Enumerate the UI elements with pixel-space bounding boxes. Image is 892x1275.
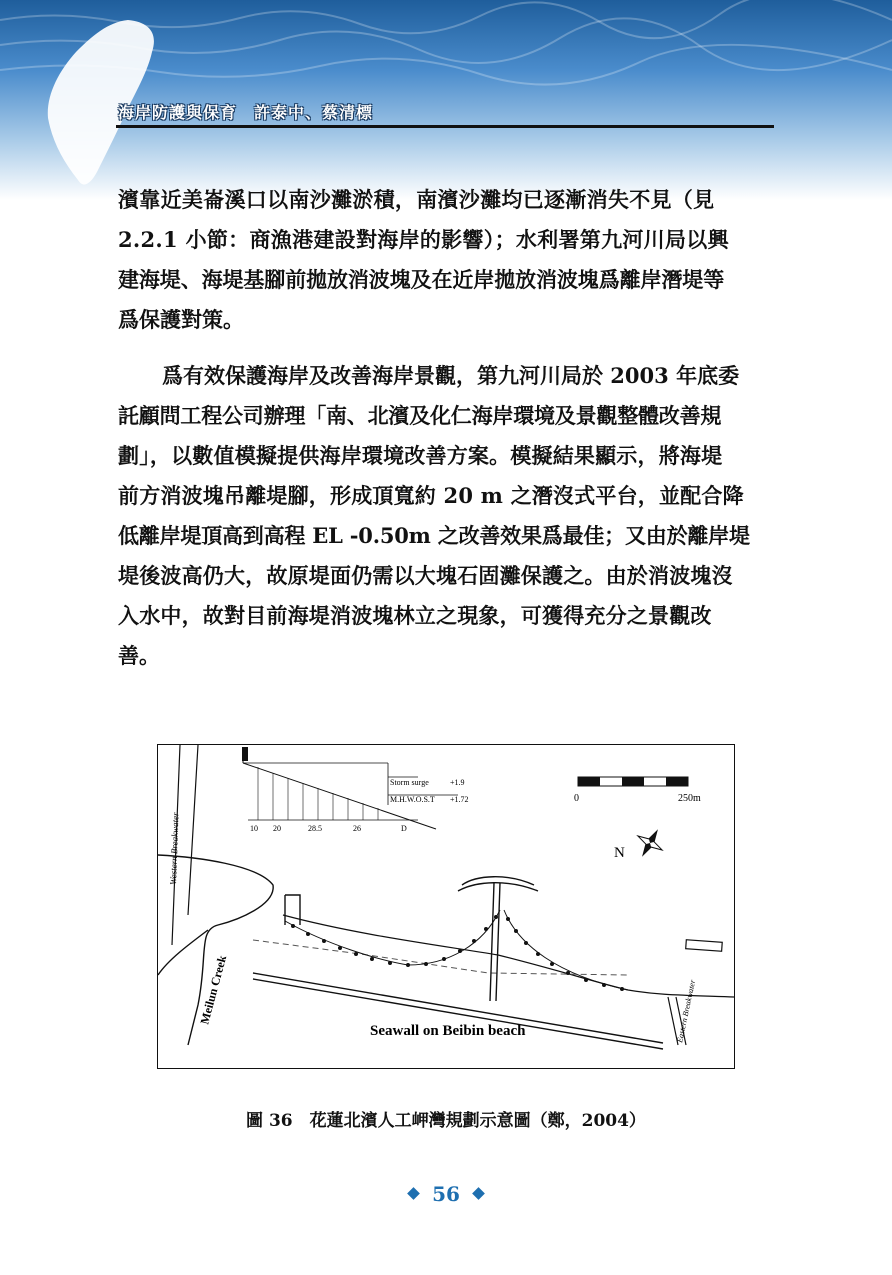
paragraph-2 [118,356,778,676]
text-line: 入水中，故對目前海堤消波塊林立之現象，可獲得充分之景觀改 [118,603,712,628]
dim-label: 26 [353,824,361,833]
mhwost-value: +1.72 [450,795,469,804]
north-label: N [614,845,625,861]
dim-label: 10 [250,824,258,833]
storm-surge-label: Storm surge [390,778,429,787]
paragraph-1 [118,180,778,340]
text-line: 爲有效保護海岸及改善海岸景觀，第九河川局於 2003 年底委 [162,363,740,388]
text-line: 2.2.1 小節：商漁港建設對海岸的影響）；水利署第九河川局以興 [118,227,729,252]
diamond-icon [407,1187,420,1200]
running-head: 海岸防護與保育 許泰中、蔡清標 [118,103,374,122]
text-line: 劃」，以數值模擬提供海岸環境改善方案。模擬結果顯示，將海堤 [118,443,723,468]
scale-bar [574,777,701,804]
d-label: D [401,824,407,833]
page-footer [0,1182,892,1206]
dim-label: 20 [273,824,281,833]
scale-start-label: 0 [574,793,579,804]
north-arrow-icon [614,824,669,862]
text-line: 堤後波高仍大，故原堤面仍需以大塊石固灘保護之。由於消波塊沒 [118,563,733,588]
text-line: 濱靠近美崙溪口以南沙灘淤積，南濱沙灘均已逐漸消失不見（見 [118,187,715,212]
seawall-label: Seawall on Beibin beach [370,1023,526,1039]
eastern-breakwater-label: Eastern Breakwater [675,979,698,1044]
text-line: 善。 [118,643,160,668]
page-number: 56 [432,1182,460,1206]
text-line: 低離岸堤頂高到高程 EL -0.50m 之改善效果爲最佳；又由於離岸堤 [118,523,750,548]
text-line: 建海堤、海堤基腳前拋放消波塊及在近岸拋放消波塊爲離岸潛堤等 [118,267,725,292]
meilun-creek-label: Meilun Creek [197,953,230,1026]
header-rule [116,125,774,128]
text-line: 前方消波塊吊離堤腳，形成頂寬約 20 m 之潛沒式平台，並配合降 [118,483,744,508]
diamond-icon [472,1187,485,1200]
mhwost-label: M.H.W.O.S.T [390,795,435,804]
figure-caption: 圖 36 花蓮北濱人工岬灣規劃示意圖（鄭，2004） [246,1111,646,1131]
text-line: 託顧問工程公司辦理「南、北濱及化仁海岸環境及景觀整體改善規 [118,403,722,428]
dim-label: 28.5 [308,824,322,833]
figure-svg [158,745,734,1068]
scale-end-label: 250m [678,793,701,804]
figure-diagram [157,744,735,1069]
western-breakwater-label: Western Breakwater [168,812,181,886]
text-line: 爲保護對策。 [118,307,244,332]
storm-surge-value: +1.9 [450,778,465,787]
cross-section-inset [242,747,469,833]
